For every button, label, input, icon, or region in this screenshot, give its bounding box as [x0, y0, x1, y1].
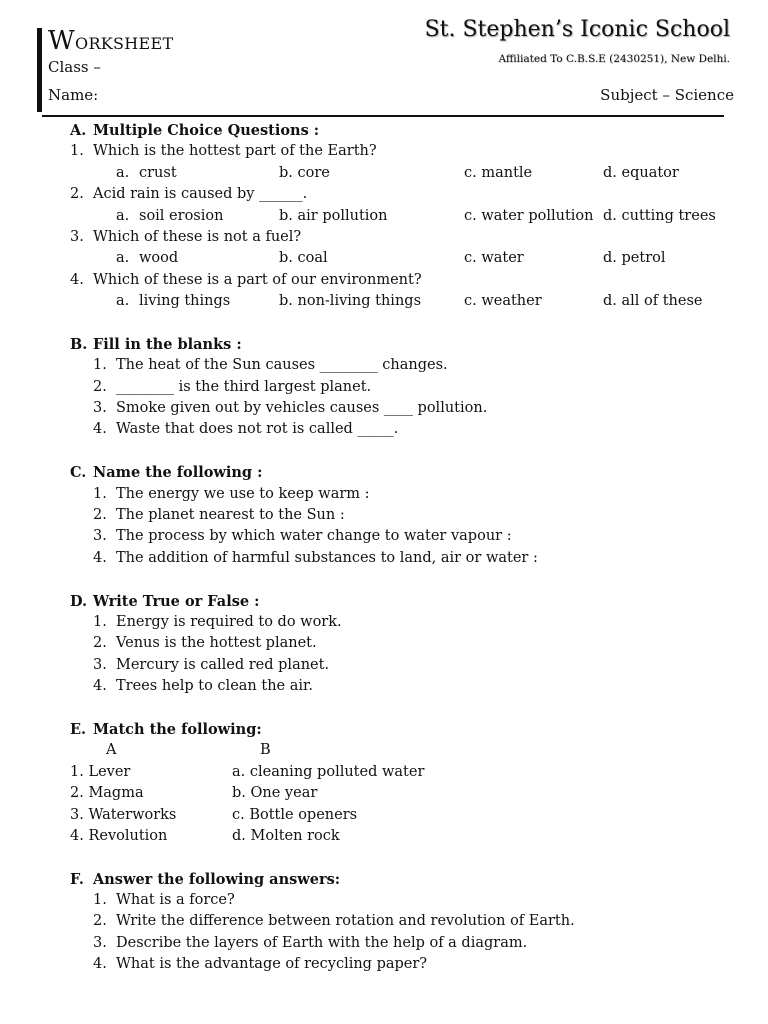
mcq-options [0, 163, 768, 184]
item-number: 4. [93, 421, 107, 438]
question-text: Acid rain is caused by ______. [93, 186, 308, 203]
item-text: The energy we use to keep warm : [116, 485, 370, 502]
list-item [0, 911, 768, 932]
match-right-item: a. cleaning polluted water [232, 763, 425, 780]
question-text: Which of these is a part of our environment? [93, 271, 422, 288]
list-item [0, 505, 768, 526]
option-b: b. air pollution [279, 207, 388, 224]
list-item [0, 890, 768, 911]
match-right-item: d. Molten rock [232, 827, 340, 844]
item-number: 3. [93, 656, 107, 673]
item-number: 2. [93, 635, 107, 652]
list-item [0, 633, 768, 654]
header-vertical-bar [37, 28, 42, 112]
section-b-heading [0, 334, 768, 355]
item-text: Smoke given out by vehicles causes ____ pollution. [116, 400, 488, 417]
item-text: The process by which water change to water vapour : [116, 528, 512, 545]
mcq-options [0, 206, 768, 227]
section-title: Match the following: [93, 720, 262, 738]
option-a: soil erosion [139, 207, 224, 224]
item-text: Write the difference between rotation and revolution of Earth. [116, 913, 575, 930]
section-spacer [0, 847, 768, 868]
school-name: St. Stephen’s Iconic School [424, 17, 730, 42]
name-label: Name: [48, 86, 99, 104]
item-number: 1. [93, 892, 107, 909]
question-number: 2. [70, 186, 84, 203]
list-item [0, 612, 768, 633]
item-number: 4. [93, 549, 107, 566]
option-b: b. non-living things [279, 293, 422, 310]
match-right-item: c. Bottle openers [232, 806, 358, 823]
list-item [0, 655, 768, 676]
list-item [0, 398, 768, 419]
worksheet-title-rest: ORKSHEET [75, 34, 174, 53]
item-number: 4. [93, 678, 107, 695]
item-number: 2. [93, 913, 107, 930]
match-left-item: 3. Waterworks [70, 806, 177, 823]
section-letter: B. [70, 335, 88, 353]
item-number: 2. [93, 507, 107, 524]
option-b: b. core [279, 164, 330, 181]
section-spacer [0, 569, 768, 590]
item-text: Energy is required to do work. [116, 613, 342, 630]
match-left-item: 2. Magma [70, 785, 144, 802]
mcq-question [0, 141, 768, 162]
worksheet-title [48, 26, 174, 56]
subject-label: Subject – Science [600, 86, 734, 104]
list-item [0, 526, 768, 547]
list-item [0, 933, 768, 954]
question-number: 3. [70, 228, 84, 245]
match-row [0, 805, 768, 826]
match-left-item: 4. Revolution [70, 827, 168, 844]
section-spacer [0, 441, 768, 462]
section-title: Multiple Choice Questions : [93, 122, 320, 139]
option-c: c. water pollution [464, 207, 594, 224]
option-a-letter: a. [116, 250, 130, 267]
section-spacer [0, 698, 768, 719]
item-text: Describe the layers of Earth with the help of a diagram. [116, 934, 528, 951]
item-number: 3. [93, 528, 107, 545]
item-text: What is a force? [116, 892, 235, 909]
item-text: Waste that does not rot is called _____. [116, 421, 399, 438]
section-letter: C. [70, 464, 87, 482]
option-d: d. equator [603, 164, 679, 181]
option-a: crust [139, 164, 177, 181]
option-a: living things [139, 293, 231, 310]
option-d: d. cutting trees [603, 207, 716, 224]
match-left-item: 1. Lever [70, 763, 131, 780]
list-item [0, 377, 768, 398]
section-c-heading [0, 462, 768, 483]
list-item [0, 954, 768, 975]
question-text: Which is the hottest part of the Earth? [93, 143, 377, 160]
section-letter: F. [70, 870, 84, 888]
section-title: Fill in the blanks : [93, 335, 242, 353]
section-letter: E. [70, 720, 87, 738]
option-a-letter: a. [116, 164, 130, 181]
option-b: b. coal [279, 250, 328, 267]
item-text: What is the advantage of recycling paper? [116, 956, 428, 973]
item-text: Mercury is called red planet. [116, 656, 330, 673]
item-number: 1. [93, 613, 107, 630]
match-column-headers [0, 740, 768, 761]
option-d: d. all of these [603, 293, 703, 310]
item-text: Trees help to clean the air. [116, 678, 313, 695]
list-item [0, 548, 768, 569]
mcq-question [0, 270, 768, 291]
worksheet-body [0, 120, 768, 976]
section-a-heading [0, 120, 768, 141]
header-divider [42, 115, 724, 117]
mcq-question [0, 184, 768, 205]
list-item [0, 676, 768, 697]
option-d: d. petrol [603, 250, 666, 267]
list-item [0, 419, 768, 440]
affiliation-text: Affiliated To C.B.S.E (2430251), New Delhi. [498, 53, 730, 65]
section-spacer [0, 313, 768, 334]
option-c: c. weather [464, 293, 542, 310]
class-label: Class – [48, 58, 101, 76]
section-f-heading [0, 869, 768, 890]
match-right-item: b. One year [232, 785, 318, 802]
match-row [0, 826, 768, 847]
column-b-header: B [260, 742, 271, 759]
section-title: Name the following : [93, 464, 263, 482]
option-c: c. mantle [464, 164, 533, 181]
item-number: 4. [93, 956, 107, 973]
section-title: Answer the following answers: [93, 870, 341, 888]
option-c: c. water [464, 250, 524, 267]
column-a-header: A [106, 742, 117, 759]
option-a: wood [139, 250, 179, 267]
item-number: 3. [93, 400, 107, 417]
mcq-options [0, 248, 768, 269]
item-number: 1. [93, 357, 107, 374]
section-d-heading [0, 591, 768, 612]
section-e-heading [0, 719, 768, 740]
question-number: 1. [70, 143, 84, 160]
match-row [0, 783, 768, 804]
section-letter: D. [70, 592, 88, 610]
mcq-options [0, 291, 768, 312]
list-item [0, 484, 768, 505]
item-number: 3. [93, 934, 107, 951]
question-number: 4. [70, 271, 84, 288]
question-text: Which of these is not a fuel? [93, 228, 302, 245]
match-row [0, 762, 768, 783]
item-text: The planet nearest to the Sun : [116, 507, 345, 524]
mcq-question [0, 227, 768, 248]
option-a-letter: a. [116, 207, 130, 224]
option-a-letter: a. [116, 293, 130, 310]
item-text: The heat of the Sun causes ________ changes. [116, 357, 448, 374]
section-letter: A. [70, 122, 87, 139]
worksheet-title-initial: W [48, 26, 76, 56]
item-text: The addition of harmful substances to land, air or water : [116, 549, 538, 566]
section-title: Write True or False : [93, 592, 260, 610]
item-text: ________ is the third largest planet. [116, 378, 372, 395]
item-text: Venus is the hottest planet. [116, 635, 317, 652]
list-item [0, 355, 768, 376]
item-number: 1. [93, 485, 107, 502]
item-number: 2. [93, 378, 107, 395]
